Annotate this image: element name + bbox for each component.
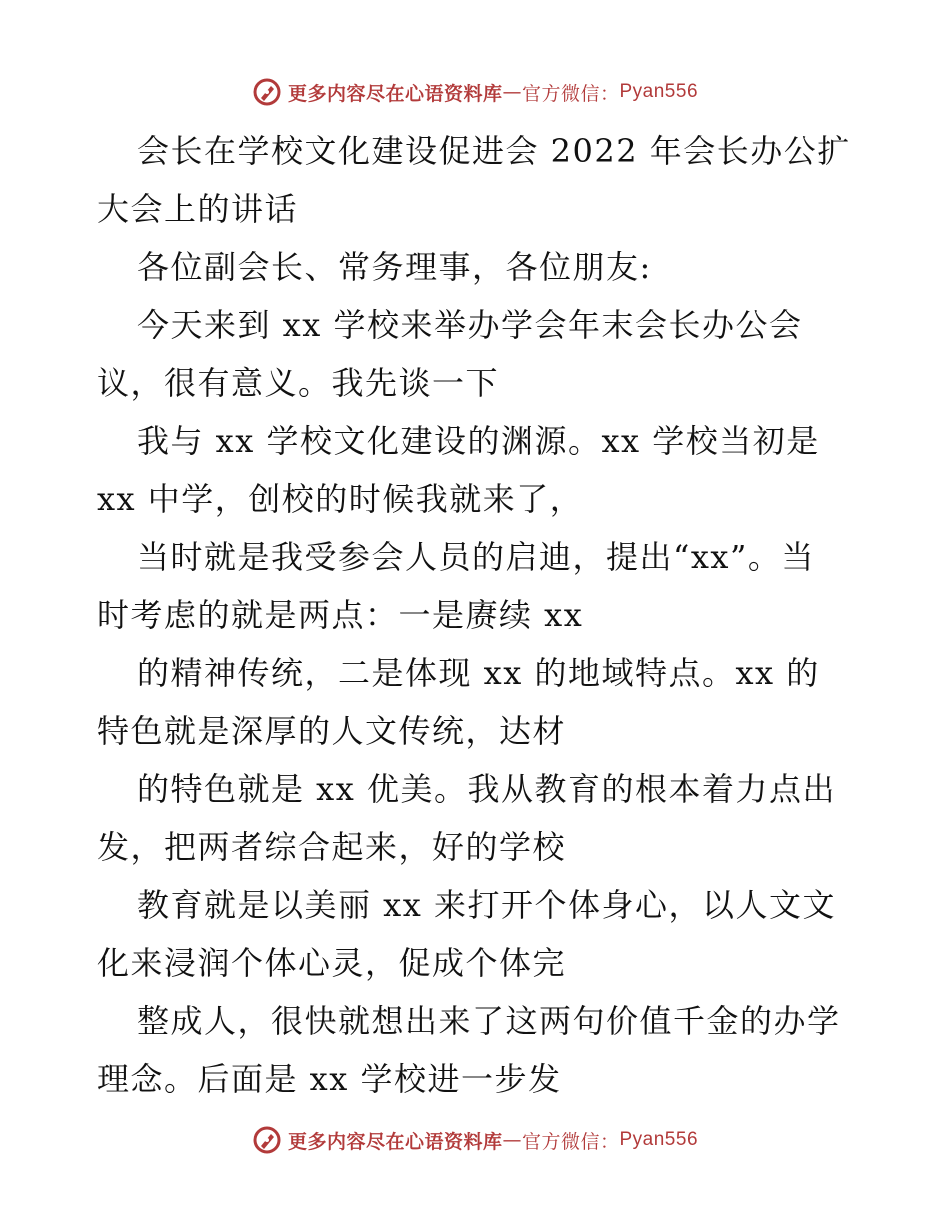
text-line: 时考虑的就是两点：一是赓续 xx [97,596,584,634]
text-line: 当时就是我受参会人员的启迪，提出“xx”。当 [137,538,815,576]
text-line: 化来浸润个体心灵，促成个体完 [97,944,567,982]
watermark-main-text: 更多内容尽在心语资料库 [287,1130,503,1153]
text-line: 各位副会长、常务理事，各位朋友: [137,248,652,286]
watermark-dash: — [502,1129,522,1151]
text-line: 发，把两者综合起来，好的学校 [97,828,567,866]
watermark-wechat-label: 官方微信： [521,1130,620,1153]
bottom-watermark-banner [0,1120,950,1160]
text-line: 的特色就是 xx 优美。我从教育的根本着力点出 [137,770,836,808]
watermark-dash: — [502,81,522,103]
watermark-wechat-label: 官方微信： [521,82,620,105]
pen-circle-logo-icon [252,77,282,107]
text-line: 整成人，很快就想出来了这两句价值千金的办学 [137,1002,841,1040]
document-body [97,122,857,1108]
text-line: 理念。后面是 xx 学校进一步发 [97,1060,562,1098]
watermark-wechat-id: Pyan556 [619,1129,699,1150]
text-line: 今天来到 xx 学校来举办学会年末会长办公会 [137,306,803,344]
pen-circle-logo-icon [252,1125,282,1155]
watermark-main-text: 更多内容尽在心语资料库 [287,82,503,105]
text-line: 特色就是深厚的人文传统，达材 [97,712,567,750]
text-line: 的精神传统，二是体现 xx 的地域特点。xx 的 [137,654,820,692]
text-line: 我与 xx 学校文化建设的渊源。xx 学校当初是 [137,422,820,460]
text-line: 会长在学校文化建设促进会 2022 年会长办公扩 [137,132,851,170]
text-line: 大会上的讲话 [97,190,299,228]
text-line: xx 中学，创校的时候我就来了， [97,480,584,518]
watermark-wechat-id: Pyan556 [619,81,699,102]
text-line: 教育就是以美丽 xx 来打开个体身心，以人文文 [137,886,836,924]
text-line: 议，很有意义。我先谈一下 [97,364,500,402]
top-watermark-banner [0,72,950,112]
